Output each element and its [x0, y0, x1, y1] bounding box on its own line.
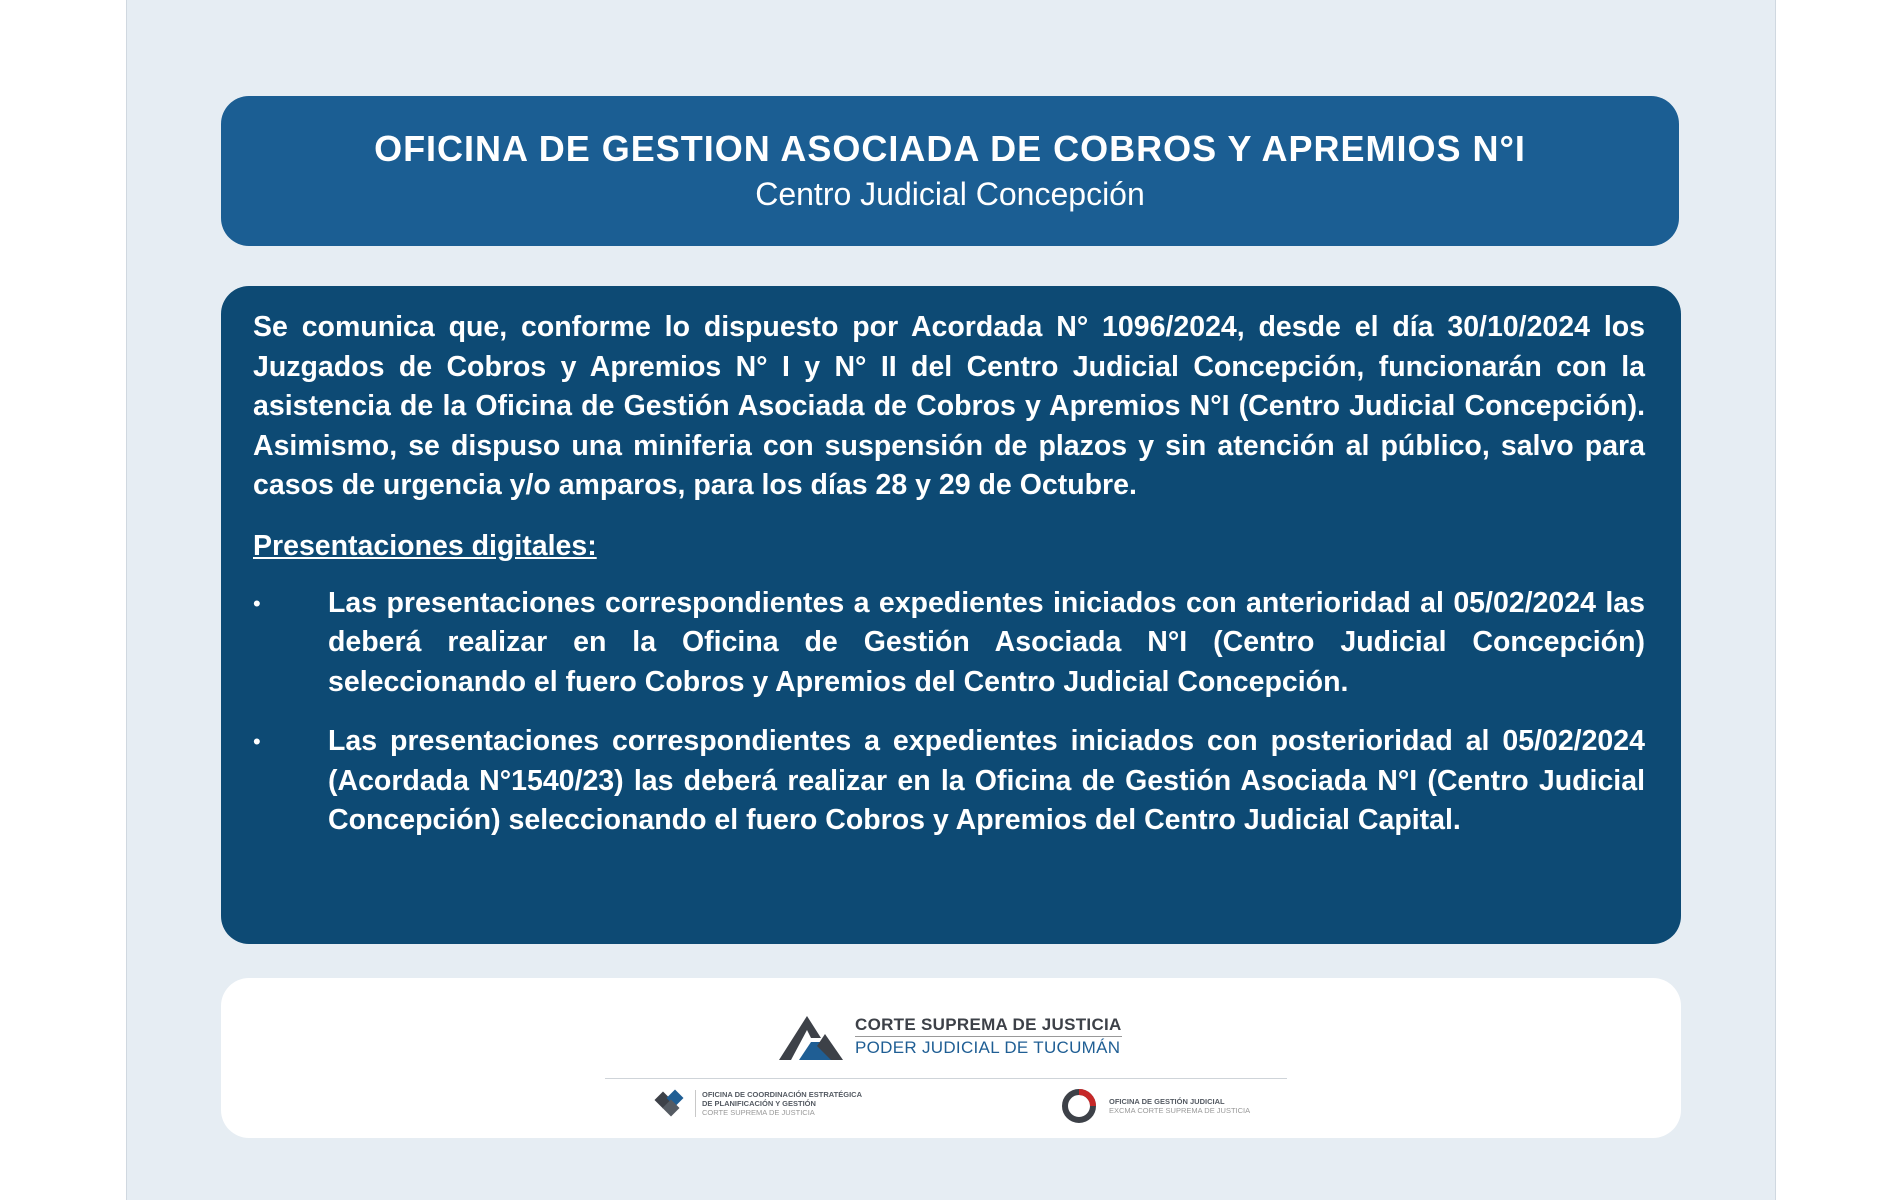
- gestion-judicial-logo-icon: [1061, 1088, 1097, 1124]
- bullet-icon: •: [253, 729, 261, 754]
- header-banner: [221, 96, 1679, 246]
- footer-logos: [221, 978, 1681, 1138]
- list-item: [253, 722, 1645, 841]
- coordination-line3: CORTE SUPREMA DE JUSTICIA: [702, 1107, 815, 1117]
- slide-page: [126, 0, 1776, 1200]
- gestion-line2: EXCMA CORTE SUPREMA DE JUSTICIA: [1109, 1106, 1251, 1115]
- notice-intro: Se comunica que, conforme lo dispuesto por Acordada N° 1096/2024, desde el día 30/10/2024 los Juzgados de Cobros y Apremios N° I y N° II del Centro Judicial Concepción, funcionarán con la asistencia de la Oficina de Gestión Asociada de Cobros y Apremios N°I (Centro Judicial Concepción). Asimismo, se dispuso una miniferia con suspensión de plazos y sin atención al público, salvo para casos de urgencia y/o amparos, para los días 28 y 29 de Octubre.: [253, 311, 1645, 501]
- coordination-logo: [653, 1088, 862, 1118]
- bullet-text: Las presentaciones correspondientes a expedientes iniciados con anterioridad al 05/02/2024 las deberá realizar en la Oficina de Gestión Asociada N°I (Centro Judicial Concepción) seleccionando el fuero Cobros y Apremios del Centro Judicial Concepción.: [328, 586, 1645, 698]
- section-heading: Presentaciones digitales:: [253, 529, 597, 562]
- bullet-text: Las presentaciones correspondientes a expedientes iniciados con posterioridad al 05/02/2024 (Acordada N°1540/23) las deberá realizar en la Oficina de Gestión Asociada N°I (Centro Judicial Concepción) seleccionando el fuero Cobros y Apremios del Centro Judicial Capital.: [328, 725, 1645, 836]
- coordination-logo-icon: [653, 1088, 689, 1118]
- coordination-line1: OFICINA DE COORDINACIÓN ESTRATÉGICA: [702, 1089, 863, 1099]
- bullet-list: [253, 584, 1645, 841]
- gestion-judicial-logo: [1061, 1088, 1250, 1124]
- csj-logo-icon: [777, 1010, 847, 1062]
- page-title: OFICINA DE GESTION ASOCIADA DE COBROS Y APREMIOS N°I: [374, 128, 1526, 169]
- bullet-icon: •: [253, 590, 261, 616]
- footer-divider: [605, 1078, 1287, 1079]
- csj-subname: PODER JUDICIAL DE TUCUMÁN: [855, 1037, 1121, 1057]
- gestion-line1: OFICINA DE GESTIÓN JUDICIAL: [1109, 1097, 1225, 1106]
- page-subtitle: Centro Judicial Concepción: [755, 176, 1145, 212]
- list-item: [253, 584, 1645, 703]
- csj-name: CORTE SUPREMA DE JUSTICIA: [855, 1014, 1122, 1034]
- csj-logo: [777, 1010, 1122, 1062]
- notice-panel: [221, 286, 1681, 944]
- coordination-line2: DE PLANIFICACIÓN Y GESTIÓN: [702, 1098, 816, 1108]
